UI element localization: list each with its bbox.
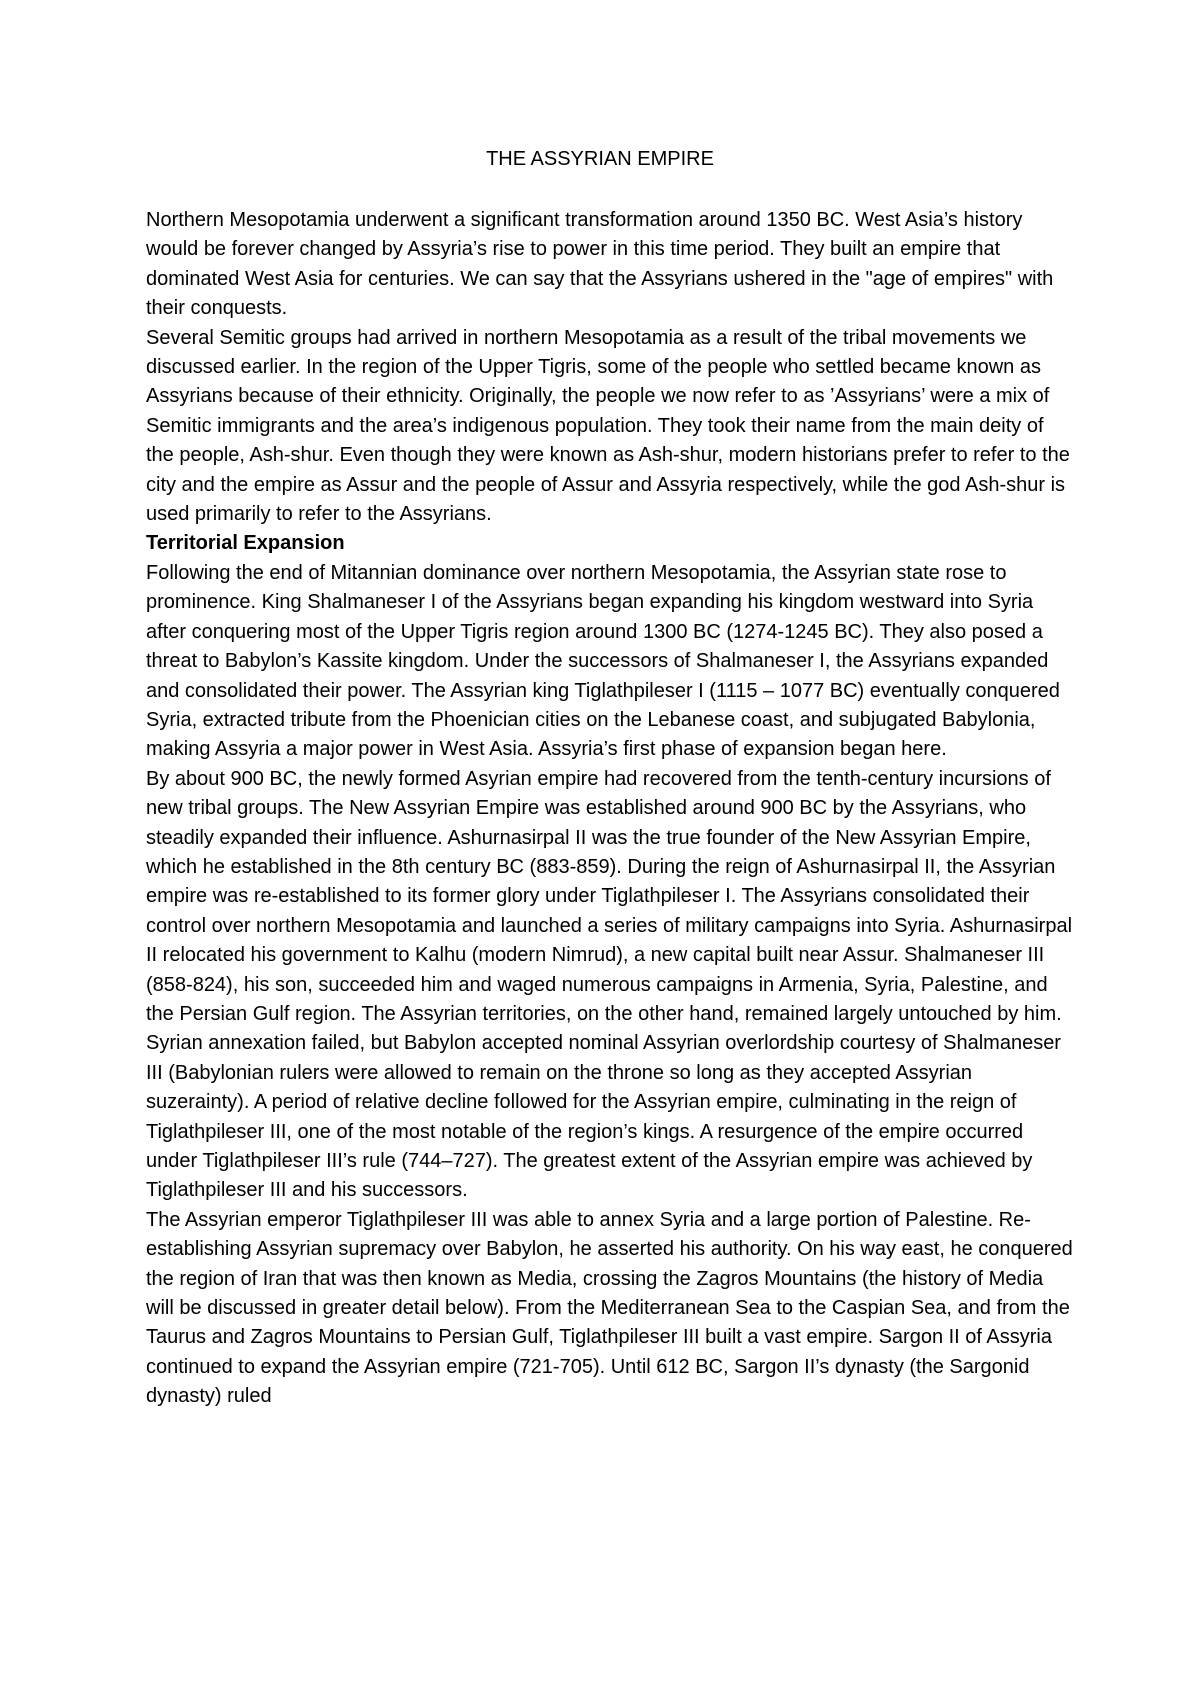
paragraph-intro: Northern Mesopotamia underwent a significant transformation around 1350 BC. West Asia’s history would be forever changed by Assyria’s rise to power in this time period. They built an empire that dominated West Asia for centuries. We can say that the Assyrians ushered in the "age of empires" with their conquests. — [146, 209, 1054, 320]
page-title: THE ASSYRIAN EMPIRE — [486, 148, 714, 170]
section-heading: Territorial Expansion — [146, 532, 345, 555]
paragraph-expansion: Following the end of Mitannian dominance over northern Mesopotamia, the Assyrian state rose to prominence. King Shalmaneser I of the Assyrians began expanding his kingdom westward into Syria after conquering most of the Upper Tigris region around 1300 BC (1274-1245 BC). They also posed a threat to Babylon’s Kassite kingdom. Under the successors of Shalmaneser I, the Assyrians expanded and consolidated their power. The Assyrian king Tiglathpileser I (1115 – 1077 BC) eventually conquered Syria, extracted tribute from the Phoenician cities on the Lebanese coast, and subjugated Babylonia, making Assyria a major power in West Asia. Assyria’s first phase of expansion began here. — [146, 561, 1060, 761]
paragraph-semitic-groups: Several Semitic groups had arrived in northern Mesopotamia as a result of the tribal movements we discussed earlier. In the region of the Upper Tigris, some of the people who settled became known as Assyrians because of their ethnicity. Originally, the people we now refer to as ’Assyrians’ were a mix of Semitic immigrants and the area’s indigenous population. They took their name from the main deity of the people, Ash-shur. Even though they were known as Ash-shur, modern historians prefer to refer to the city and the empire as Assur and the people of Assur and Assyria respectively, while the god Ash-shur is used primarily to refer to the Assyrians. — [146, 326, 1070, 526]
document-body — [146, 206, 1076, 1412]
paragraph-tiglathpileser: The Assyrian emperor Tiglathpileser III was able to annex Syria and a large portion of Palestine. Re-establishing Assyrian supremacy over Babylon, he asserted his authority. On his way east, he conquered the region of Iran that was then known as Media, crossing the Zagros Mountains (the history of Media will be discussed in greater detail below). From the Mediterranean Sea to the Caspian Sea, and from the Taurus and Zagros Mountains to Persian Gulf, Tiglathpileser III built a vast empire. Sargon II of Assyria continued to expand the Assyrian empire (721-705). Until 612 BC, Sargon II’s dynasty (the Sargonid dynasty) ruled — [146, 1208, 1073, 1408]
paragraph-new-empire: By about 900 BC, the newly formed Asyrian empire had recovered from the tenth-century incursions of new tribal groups. The New Assyrian Empire was established around 900 BC by the Assyrians, who steadily expanded their influence. Ashurnasirpal II was the true founder of the New Assyrian Empire, which he established in the 8th century BC (883-859). During the reign of Ashurnasirpal II, the Assyrian empire was re-established to its former glory under Tiglathpileser I. The Assyrians consolidated their control over northern Mesopotamia and launched a series of military campaigns into Syria. Ashurnasirpal II relocated his government to Kalhu (modern Nimrud), a new capital built near Assur. Shalmaneser III (858-824), his son, succeeded him and waged numerous campaigns in Armenia, Syria, Palestine, and the Persian Gulf region. The Assyrian territories, on the other hand, remained largely untouched by him. Syrian annexation failed, but Babylon accepted nominal Assyrian overlordship courtesy of Shalmaneser III (Babylonian rulers were allowed to remain on the throne so long as they accepted Assyrian suzerainty). A period of relative decline followed for the Assyrian empire, culminating in the reign of Tiglathpileser III, one of the most notable of the region’s kings. A resurgence of the empire occurred under Tiglathpileser III’s rule (744–727). The greatest extent of the Assyrian empire was achieved by Tiglathpileser III and his successors. — [146, 767, 1073, 1202]
